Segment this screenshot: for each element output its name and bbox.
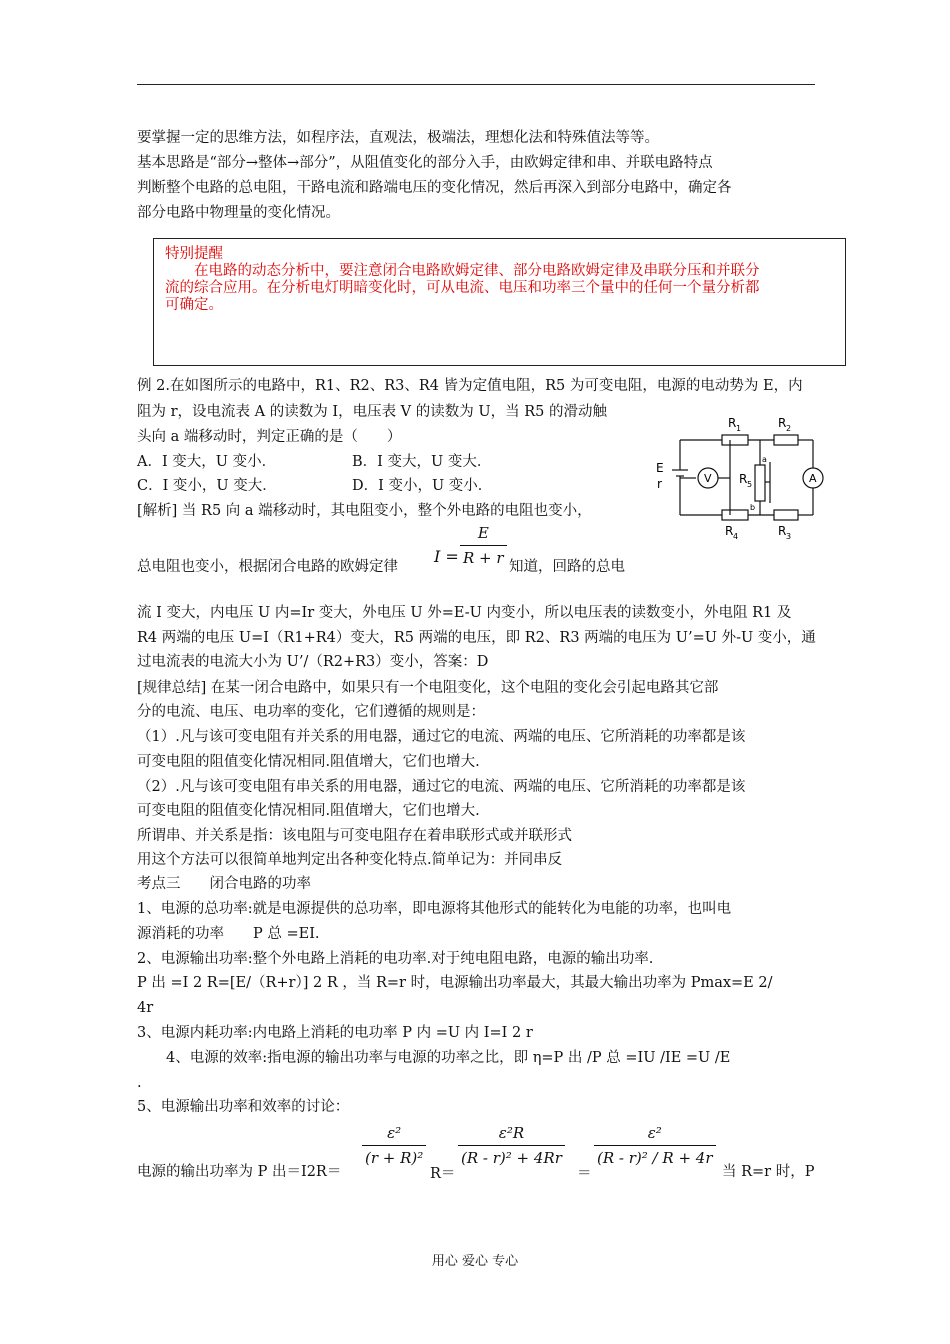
fraction-3 (594, 1122, 716, 1169)
fraction-bar (362, 1145, 426, 1146)
summary-line: 用这个方法可以很简单地判定出各种变化特点.简单记为：并同串反 (137, 852, 563, 868)
label-r5-sub: 5 (747, 480, 753, 489)
notice-line: 流的综合应用。在分析电灯明暗变化时，可从电流、电压和功率三个量中的任何一个量分析都 (165, 280, 760, 296)
notice-box (153, 238, 846, 366)
power-formula-text: 电源的输出功率为 P 出＝I2R＝ (137, 1164, 342, 1180)
option-b: B．I 变大，U 变大． (352, 454, 492, 470)
fraction-bar (458, 1145, 565, 1146)
analysis-line: 过电流表的电流大小为 U’/（R2+R3）变小，答案：D (137, 654, 489, 670)
fraction-2-den: (R - r)² + 4Rr (461, 1149, 562, 1167)
analysis-line: [解析] 当 R5 向 a 端移动时，其电阻变小，整个外电路的电阻也变小， (137, 503, 592, 519)
summary-line: 可变电阻的阻值变化情况相同.阻值增大，它们也增大. (137, 803, 480, 819)
summary-line: （1）.凡与该可变电阻有并关系的用电器，通过它的电流、两端的电压、它所消耗的功率都是该 (137, 729, 746, 745)
analysis-line: R4 两端的电压 U=I（R1+R4）变大，R5 两端的电压，即 R2、R3 两端的电压为 U’=U 外-U 变小，通 (137, 630, 816, 646)
label-r: r (657, 477, 662, 491)
power-line: P 出 =I 2 R=[E/（R+r）] 2 R ，当 R=r 时，电源输出功率最大，其最大输出功率为 Pmax=E 2/ (137, 975, 773, 991)
summary-line: 分的电流、电压、电功率的变化，它们遵循的规则是： (137, 704, 485, 720)
example-line: 头向 a 端移动时，判定正确的是（ ） (137, 429, 402, 445)
power-line: 1、电源的总功率:就是电源提供的总功率，即电源将其他形式的能转化为电能的功率，也叫电 (137, 901, 732, 917)
label-b-end: b (750, 503, 756, 512)
fraction-2 (458, 1122, 565, 1169)
power-line: 4r (137, 1000, 154, 1016)
label-r2-sub: 2 (786, 424, 792, 433)
fraction-2-num: ε²R (498, 1124, 525, 1142)
label-v: V (704, 472, 712, 485)
text-line: 部分电路中物理量的变化情况。 (137, 205, 340, 221)
label-r1: R (728, 416, 737, 430)
label-r1-sub: 1 (736, 424, 742, 433)
notice-line: 可确定。 (165, 297, 223, 313)
analysis-line: 总电阻也变小，根据闭合电路的欧姆定律 (137, 559, 398, 575)
notice-title: 特别提醒 (165, 246, 223, 262)
label-r2: R (778, 416, 787, 430)
example-line: 阻为 r，设电流表 A 的读数为 I，电压表 V 的读数为 U，当 R5 的滑动触 (137, 404, 607, 420)
ohm-lhs: I = (434, 547, 459, 566)
power-line: . (137, 1075, 142, 1091)
power-line: 4、电源的效率:指电源的输出功率与电源的功率之比，即 η=P 出 /P 总 =IU /IE =U /E (137, 1050, 731, 1066)
page-footer: 用心 爱心 专心 (431, 1254, 519, 1269)
resistor-r2 (774, 435, 798, 445)
resistor-r1 (722, 435, 748, 445)
fraction-1-den: (r + R)² (365, 1149, 424, 1167)
option-d: D．I 变小，U 变小． (352, 478, 493, 494)
option-a: A．I 变大，U 变小． (137, 454, 277, 470)
resistor-r4 (722, 510, 748, 520)
power-formula-text: R＝ (430, 1166, 456, 1182)
label-a: A (809, 472, 817, 485)
label-r5: R (739, 472, 748, 486)
analysis-line: 流 I 变大，内电压 U 内=Ir 变大，外电压 U 外=E-U 内变小，所以电压表的读数变小，外电阻 R1 及 (137, 605, 792, 621)
power-line: 5、电源输出功率和效率的讨论： (137, 1099, 350, 1115)
analysis-line: 知道，回路的总电 (509, 559, 625, 575)
circuit-diagram (650, 410, 830, 545)
power-formula-text: 当 R=r 时，P (722, 1164, 815, 1180)
ohm-numerator: E (477, 524, 489, 542)
power-line: 3、电源内耗功率:内电路上消耗的电功率 P 内 =U 内 I=I 2 r (137, 1025, 533, 1041)
fraction-1 (362, 1122, 426, 1169)
text-line: 基本思路是“部分→整体→部分”，从阻值变化的部分入手，由欧姆定律和串、并联电路特点 (137, 155, 713, 171)
power-line: 2、电源输出功率:整个外电路上消耗的电功率.对于纯电阻电路，电源的输出功率. (137, 951, 654, 967)
label-e: E (656, 461, 664, 475)
summary-line: （2）.凡与该可变电阻有串关系的用电器，通过它的电流、两端的电压、它所消耗的功率都是该 (137, 779, 746, 795)
fraction-3-den: (R - r)² / R + 4r (597, 1149, 713, 1167)
summary-line: [规律总结] 在某一闭合电路中，如果只有一个电阻变化，这个电阻的变化会引起电路其它部 (137, 680, 719, 696)
text-line: 要掌握一定的思维方法，如程序法，直观法，极端法，理想化法和特殊值法等等。 (137, 130, 659, 146)
section-heading: 考点三 闭合电路的功率 (137, 876, 311, 892)
ohm-fraction (460, 522, 507, 569)
text-line: 判断整个电路的总电阻，干路电流和路端电压的变化情况，然后再深入到部分电路中，确定各 (137, 180, 732, 196)
fraction-bar (460, 545, 507, 546)
resistor-r3 (774, 510, 798, 520)
power-formula-text: ＝ (577, 1166, 592, 1182)
notice-line: 在电路的动态分析中，要注意闭合电路欧姆定律、部分电路欧姆定律及串联分压和并联分 (165, 263, 760, 279)
fraction-1-num: ε² (387, 1124, 402, 1142)
label-r3-sub: 3 (786, 532, 792, 541)
summary-line: 所谓串、并关系是指：该电阻与可变电阻存在着串联形式或并联形式 (137, 828, 572, 844)
header-rule (137, 84, 815, 85)
label-a-end: a (762, 455, 767, 464)
label-r3: R (778, 524, 787, 538)
example-line: 例 2.在如图所示的电路中，R1、R2、R3、R4 皆为定值电阻，R5 为可变电阻，电源的电动势为 E，内 (137, 378, 803, 394)
fraction-bar (594, 1145, 716, 1146)
ohm-denominator: R + r (463, 549, 504, 567)
fraction-3-num: ε² (647, 1124, 662, 1142)
option-c: C．I 变小，U 变大． (137, 478, 277, 494)
label-r4: R (725, 524, 734, 538)
label-r4-sub: 4 (733, 532, 739, 541)
resistor-r5 (755, 465, 765, 501)
summary-line: 可变电阻的阻值变化情况相同.阻值增大，它们也增大. (137, 754, 480, 770)
power-line: 源消耗的功率 P 总 =EI. (137, 926, 320, 942)
